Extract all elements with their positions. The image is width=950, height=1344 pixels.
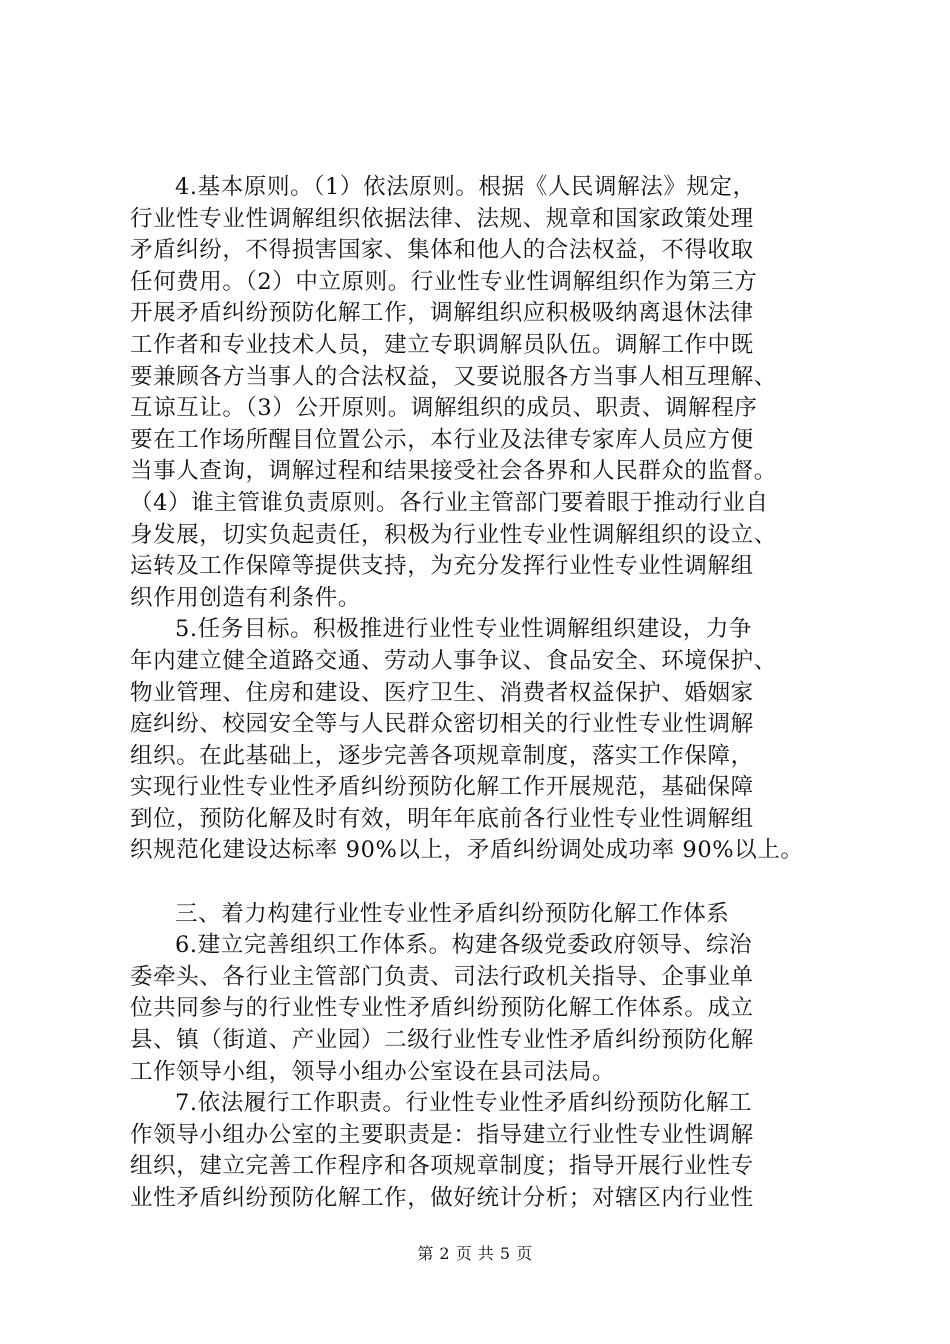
text-line: 7.依法履行工作职责。行业性专业性矛盾纠纷预防化解工	[175, 1090, 753, 1117]
paragraph-basic-principles	[130, 172, 830, 614]
text-line: 县、镇（街道、产业园）二级行业性专业性矛盾纠纷预防化解	[130, 1027, 754, 1054]
text-line: 组织，建立完善工作程序和各项规章制度；指导开展行业性专	[130, 1153, 754, 1180]
text-line: （4）谁主管谁负责原则。各行业主管部门要着眼于推动行业自	[130, 489, 769, 516]
text-line: 5.任务目标。积极推进行业性专业性调解组织建设，力争	[175, 616, 753, 643]
text-line: 作领导小组办公室的主要职责是：指导建立行业性专业性调解	[130, 1121, 754, 1148]
text-line: 4.基本原则。（1）依法原则。根据《人民调解法》规定，	[175, 174, 756, 200]
text-line: 工作领导小组，领导小组办公室设在县司法局。	[130, 1058, 616, 1085]
text-line: 当事人查询，调解过程和结果接受社会各界和人民群众的监督。	[130, 458, 777, 485]
section-heading: 三、着力构建行业性专业性矛盾纠纷预防化解工作体系	[175, 900, 730, 927]
page-number-footer: 第 2 页 共 5 页	[417, 1244, 533, 1263]
text-line: 委牵头、各行业主管部门负责、司法行政机关指导、企事业单	[130, 963, 754, 990]
text-line: 要在工作场所醒目位置公示，本行业及法律专家库人员应方便	[130, 426, 754, 453]
paragraph-organization-system	[130, 930, 830, 1088]
text-line: 要兼顾各方当事人的合法权益，又要说服各方当事人相互理解、	[130, 363, 777, 390]
text-line: 组织。在此基础上，逐步完善各项规章制度，落实工作保障，	[130, 742, 754, 769]
text-line: 庭纠纷、校园安全等与人民群众密切相关的行业性专业性调解	[130, 711, 754, 738]
text-line: 业性矛盾纠纷预防化解工作，做好统计分析；对辖区内行业性	[130, 1185, 754, 1211]
text-line: 位共同参与的行业性专业性矛盾纠纷预防化解工作体系。成立	[130, 995, 754, 1022]
text-line: 织作用创造有利条件。	[130, 584, 362, 611]
text-line: 工作者和专业技术人员，建立专职调解员队伍。调解工作中既	[130, 331, 754, 358]
text-line: 互谅互让。（3）公开原则。调解组织的成员、职责、调解程序	[130, 395, 758, 422]
text-line: 年内建立健全道路交通、劳动人事争议、食品安全、环境保护、	[130, 647, 777, 674]
text-line: 织规范化建设达标率 90%以上，矛盾纠纷调处成功率 90%以上。	[130, 837, 804, 864]
text-line: 矛盾纠纷，不得损害国家、集体和他人的合法权益，不得收取	[130, 237, 754, 264]
text-line: 运转及工作保障等提供支持，为充分发挥行业性专业性调解组	[130, 553, 754, 580]
text-line: 行业性专业性调解组织依据法律、法规、规章和国家政策处理	[130, 205, 754, 232]
text-line: 6.建立完善组织工作体系。构建各级党委政府领导、综治	[175, 932, 753, 959]
text-line: 到位，预防化解及时有效，明年年底前各行业性专业性调解组	[130, 805, 754, 832]
text-line: 任何费用。（2）中立原则。行业性专业性调解组织作为第三方	[130, 268, 758, 295]
paragraph-spacer	[130, 867, 830, 899]
paragraph-task-goals	[130, 614, 830, 867]
document-body	[130, 172, 830, 1215]
text-line: 物业管理、住房和建设、医疗卫生、消费者权益保护、婚姻家	[130, 679, 754, 706]
paragraph-duties	[130, 1088, 830, 1214]
text-line: 身发展，切实负起责任，积极为行业性专业性调解组织的设立、	[130, 521, 777, 548]
text-line: 实现行业性专业性矛盾纠纷预防化解工作开展规范，基础保障	[130, 774, 754, 801]
text-line: 开展矛盾纠纷预防化解工作，调解组织应积极吸纳离退休法律	[130, 300, 754, 327]
